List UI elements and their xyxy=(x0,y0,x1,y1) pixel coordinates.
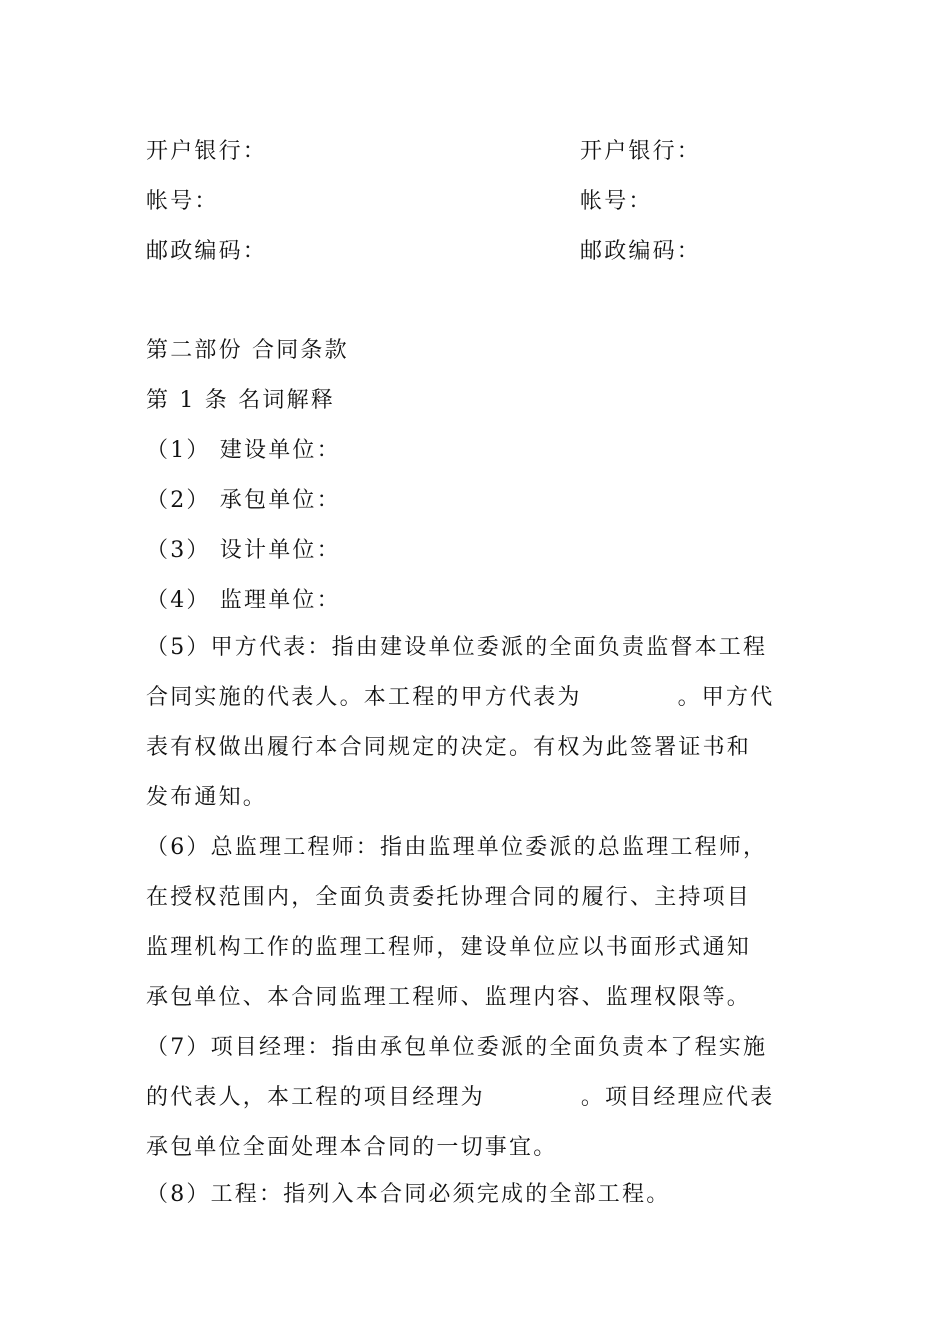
section-title: 第二部份 合同条款 xyxy=(146,338,349,363)
definition-6-line-1: （6）总监理工程师：指由监理单位委派的总监理工程师， xyxy=(146,835,768,860)
definition-5 xyxy=(146,623,810,823)
left-postcode-label: 邮政编码： xyxy=(146,239,268,264)
definition-4: （4） 监理单位： xyxy=(146,588,341,613)
definition-6-line-2: 在授权范围内，全面负责委托协理合同的履行、主持项目 xyxy=(146,885,752,910)
right-account-label: 帐号： xyxy=(580,189,653,214)
definition-5-line-3: 表有权做出履行本合同规定的决定。有权为此签署证书和 xyxy=(146,735,752,760)
definition-5-line-2 xyxy=(146,673,810,723)
definition-7-line-2a: 的代表人，本工程的项目经理为 xyxy=(146,1085,485,1110)
definition-6-line-4: 承包单位、本合同监理工程师、监理内容、监理权限等。 xyxy=(146,985,752,1010)
definition-2: （2） 承包单位： xyxy=(146,488,341,513)
definition-5-line-1: （5）甲方代表：指由建设单位委派的全面负责监督本工程 xyxy=(146,635,768,660)
definition-5-line-2a: 合同实施的代表人。本工程的甲方代表为 xyxy=(146,685,582,710)
left-account-label: 帐号： xyxy=(146,189,219,214)
definition-5-line-4: 发布通知。 xyxy=(146,785,268,810)
definition-7-line-1: （7）项目经理：指由承包单位委派的全面负责本了程实施 xyxy=(146,1035,768,1060)
definition-6 xyxy=(146,823,810,1023)
left-bank-label: 开户银行： xyxy=(146,139,268,164)
right-bank-label: 开户银行： xyxy=(580,139,702,164)
article-title: 第 1 条 名词解释 xyxy=(146,388,335,413)
definition-5-line-2b: 。甲方代 xyxy=(677,685,775,710)
definition-7-line-3: 承包单位全面处理本合同的一切事宜。 xyxy=(146,1135,558,1160)
definition-8: （8）工程：指列入本合同必须完成的全部工程。 xyxy=(146,1182,671,1207)
definition-7-line-2b: 。项目经理应代表 xyxy=(580,1085,775,1110)
definition-7 xyxy=(146,1023,810,1173)
definition-1: （1） 建设单位： xyxy=(146,438,341,463)
definition-3: （3） 设计单位： xyxy=(146,538,341,563)
definition-7-line-2 xyxy=(146,1073,810,1123)
right-postcode-label: 邮政编码： xyxy=(580,239,702,264)
definition-6-line-3: 监理机构工作的监理工程师，建设单位应以书面形式通知 xyxy=(146,935,752,960)
